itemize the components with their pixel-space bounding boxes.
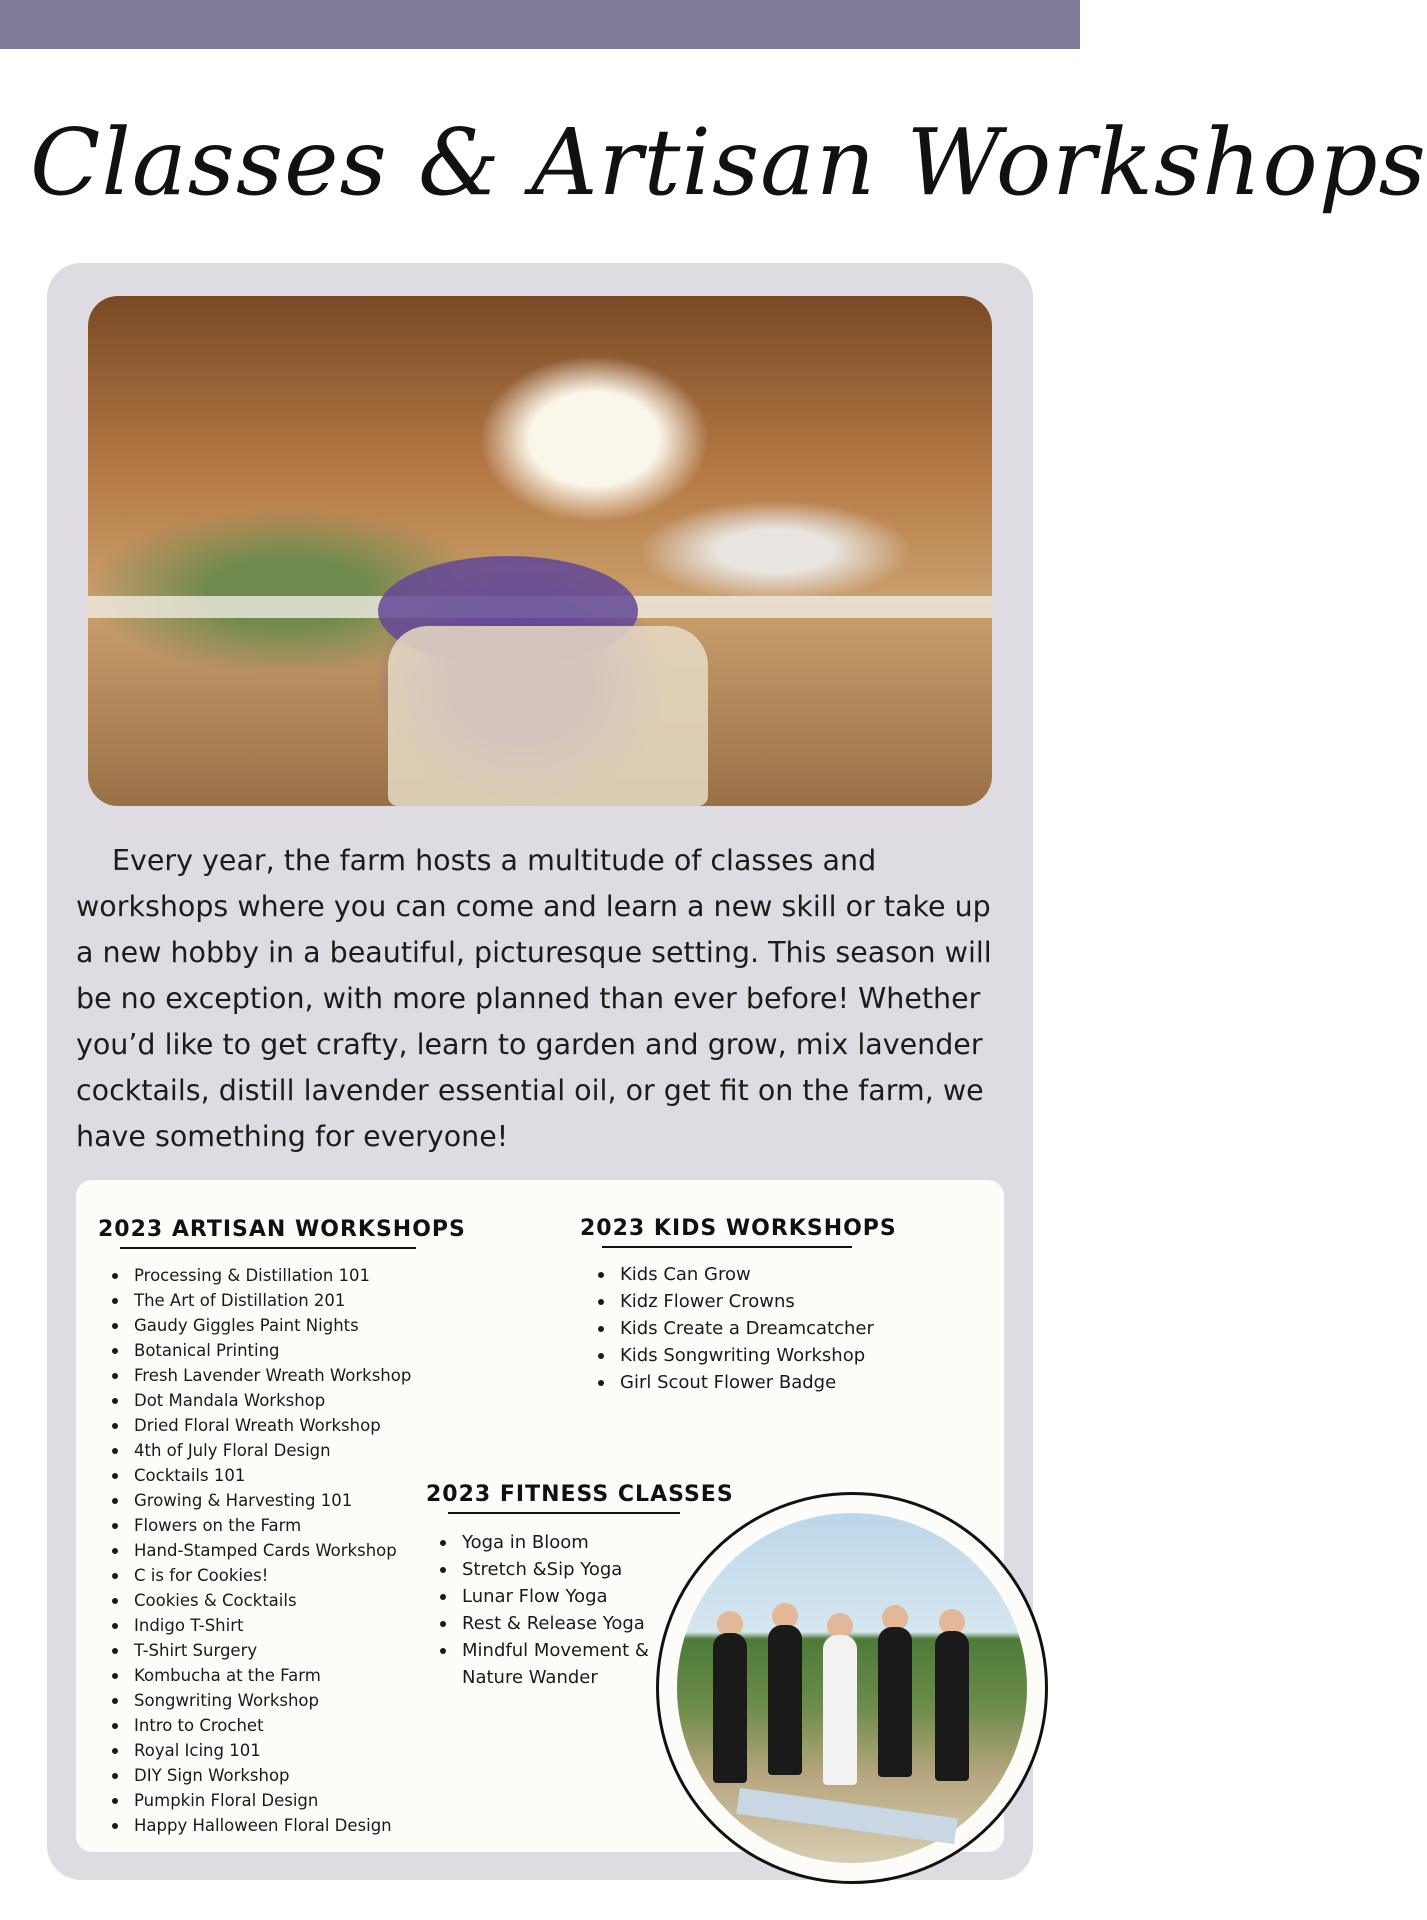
list-item: Botanical Printing (110, 1338, 411, 1363)
list-item: Processing & Distillation 101 (110, 1263, 411, 1288)
list-item: Intro to Crochet (110, 1713, 411, 1738)
list-item: Cocktails 101 (110, 1463, 411, 1488)
top-banner-bar (0, 0, 1080, 49)
list-item: Girl Scout Flower Badge (596, 1369, 874, 1396)
list-item: Mindful Movement & (438, 1637, 649, 1664)
yoga-person (713, 1633, 747, 1783)
list-item: Kids Songwriting Workshop (596, 1342, 874, 1369)
list-item: Indigo T-Shirt (110, 1613, 411, 1638)
list-item: Songwriting Workshop (110, 1688, 411, 1713)
yoga-person (768, 1625, 802, 1775)
yoga-group-photo (656, 1492, 1048, 1884)
yoga-person (878, 1627, 912, 1777)
page-title: Classes & Artisan Workshops (30, 109, 1427, 216)
kids-workshops-heading-text: 2023 KIDS WORKSHOPS (580, 1216, 897, 1241)
kids-workshops-list (596, 1261, 874, 1396)
list-item: Kidz Flower Crowns (596, 1288, 874, 1315)
list-item: The Art of Distillation 201 (110, 1288, 411, 1313)
list-item: Pumpkin Floral Design (110, 1788, 411, 1813)
list-item: Dot Mandala Workshop (110, 1388, 411, 1413)
list-item: Nature Wander (462, 1667, 598, 1688)
list-item: Kids Can Grow (596, 1261, 874, 1288)
list-item: Dried Floral Wreath Workshop (110, 1413, 411, 1438)
fitness-heading-underline (448, 1512, 680, 1514)
list-item: Kombucha at the Farm (110, 1663, 411, 1688)
fitness-classes-heading (426, 1482, 734, 1507)
fitness-classes-list (438, 1529, 649, 1691)
photo-basket-shape (388, 626, 708, 806)
intro-paragraph: Every year, the farm hosts a multitude of classes and workshops where you can come and learn a new skill or take up a new hobby in a beautiful, picturesque setting. This season will be no exception, with more planned than ever before! Whether you’d like to get crafty, learn to garden and grow, mix lavender cocktails, distill lavender essential oil, or get fit on the farm, we have something for everyone! (76, 844, 992, 1153)
artisan-workshops-heading (98, 1217, 466, 1242)
list-item: DIY Sign Workshop (110, 1763, 411, 1788)
fitness-classes-heading-text: 2023 FITNESS CLASSES (426, 1482, 734, 1507)
list-item: Royal Icing 101 (110, 1738, 411, 1763)
list-item: C is for Cookies! (110, 1563, 411, 1588)
kids-heading-underline (602, 1246, 852, 1248)
list-item: Kids Create a Dreamcatcher (596, 1315, 874, 1342)
list-item: Hand-Stamped Cards Workshop (110, 1538, 411, 1563)
yoga-photo-image (677, 1513, 1027, 1863)
list-item: Happy Halloween Floral Design (110, 1813, 411, 1838)
list-item: 4th of July Floral Design (110, 1438, 411, 1463)
list-item: T-Shirt Surgery (110, 1638, 411, 1663)
artisan-workshops-heading-text: 2023 ARTISAN WORKSHOPS (98, 1217, 466, 1242)
list-item: Fresh Lavender Wreath Workshop (110, 1363, 411, 1388)
list-item: Flowers on the Farm (110, 1513, 411, 1538)
kids-workshops-heading (580, 1216, 897, 1241)
list-item: Growing & Harvesting 101 (110, 1488, 411, 1513)
list-item: Lunar Flow Yoga (438, 1583, 649, 1610)
artisan-heading-underline (120, 1247, 416, 1249)
artisan-workshops-list (110, 1263, 411, 1838)
yoga-person (823, 1635, 857, 1785)
list-item: Rest & Release Yoga (438, 1610, 649, 1637)
yoga-person (935, 1631, 969, 1781)
list-item: Cookies & Cocktails (110, 1588, 411, 1613)
yoga-mat-shape (736, 1788, 957, 1844)
workshop-barn-photo (88, 296, 992, 806)
list-item: Stretch &Sip Yoga (438, 1556, 649, 1583)
list-item: Gaudy Giggles Paint Nights (110, 1313, 411, 1338)
list-item: Yoga in Bloom (438, 1529, 649, 1556)
